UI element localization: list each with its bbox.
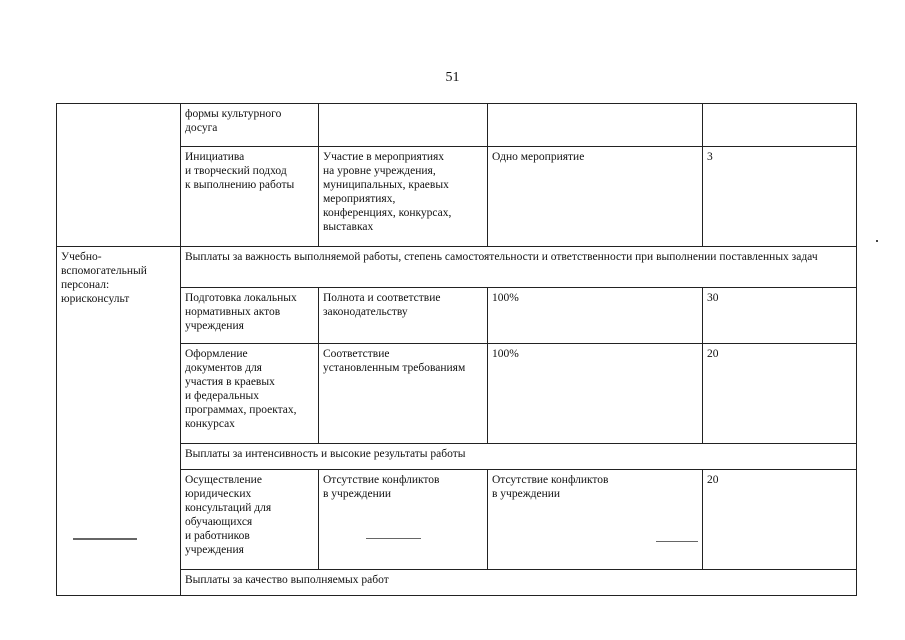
condition-cell (319, 104, 488, 147)
section-heading-text: Выплаты за качество выполняемых работ (185, 574, 389, 586)
scan-mark (366, 538, 421, 539)
scan-mark (73, 538, 137, 540)
condition-cell (319, 147, 488, 247)
page-number: 51 (445, 70, 460, 85)
criterion-cell (181, 344, 319, 444)
scan-dot (876, 240, 878, 242)
points-cell (703, 288, 857, 344)
indicator-text: 100% (492, 292, 519, 304)
indicator-cell (488, 147, 703, 247)
points-cell (703, 147, 857, 247)
criterion-cell (181, 470, 319, 570)
indicator-text: Отсутствие конфликтов в учреждении (492, 474, 609, 500)
scan-mark (656, 541, 698, 542)
criteria-table (56, 103, 857, 596)
indicator-text: 100% (492, 348, 519, 360)
category-cell (57, 247, 181, 596)
indicator-text: Одно мероприятие (492, 151, 585, 163)
table-row (57, 104, 857, 147)
condition-text: Полнота и соответствие законодательству (323, 292, 441, 318)
section-heading-text: Выплаты за важность выполняемой работы, степень самостоятельности и ответственности при выполнении поставленных задач (185, 251, 818, 263)
category-cell-empty (57, 104, 181, 247)
condition-text: Отсутствие конфликтов в учреждении (323, 474, 440, 500)
condition-cell (319, 344, 488, 444)
condition-cell (319, 470, 488, 570)
criterion-text: Оформление документов для участия в краевых и федеральных программах, проектах, конкурсах (185, 348, 297, 430)
criterion-text: Осуществление юридических консультаций для обучающихся и работников учреждения (185, 474, 272, 556)
criterion-text: Подготовка локальных нормативных актов учреждения (185, 292, 297, 332)
condition-text: Соответствие установленным требованиям (323, 348, 466, 374)
condition-text: Участие в мероприятиях на уровне учреждения, муниципальных, краевых мероприятиях, конференциях, конкурсах, выставках (323, 151, 452, 233)
criterion-cell (181, 147, 319, 247)
indicator-cell (488, 104, 703, 147)
condition-cell (319, 288, 488, 344)
points-cell (703, 344, 857, 444)
criterion-text: формы культурного досуга (185, 108, 282, 134)
section-heading (181, 247, 857, 288)
points-cell (703, 470, 857, 570)
category-text: Учебно- вспомогательный персонал: юрисконсульт (61, 251, 147, 305)
criterion-text: Инициатива и творческий подход к выполнению работы (185, 151, 295, 191)
indicator-cell (488, 344, 703, 444)
section-heading (181, 444, 857, 470)
points-text: 30 (707, 292, 719, 304)
criterion-cell (181, 288, 319, 344)
points-cell (703, 104, 857, 147)
section-heading-text: Выплаты за интенсивность и высокие результаты работы (185, 448, 466, 460)
indicator-cell (488, 470, 703, 570)
section-heading (181, 570, 857, 596)
points-text: 20 (707, 348, 719, 360)
criterion-cell (181, 104, 319, 147)
points-text: 3 (707, 151, 713, 163)
indicator-cell (488, 288, 703, 344)
table-row (57, 247, 857, 288)
points-text: 20 (707, 474, 719, 486)
